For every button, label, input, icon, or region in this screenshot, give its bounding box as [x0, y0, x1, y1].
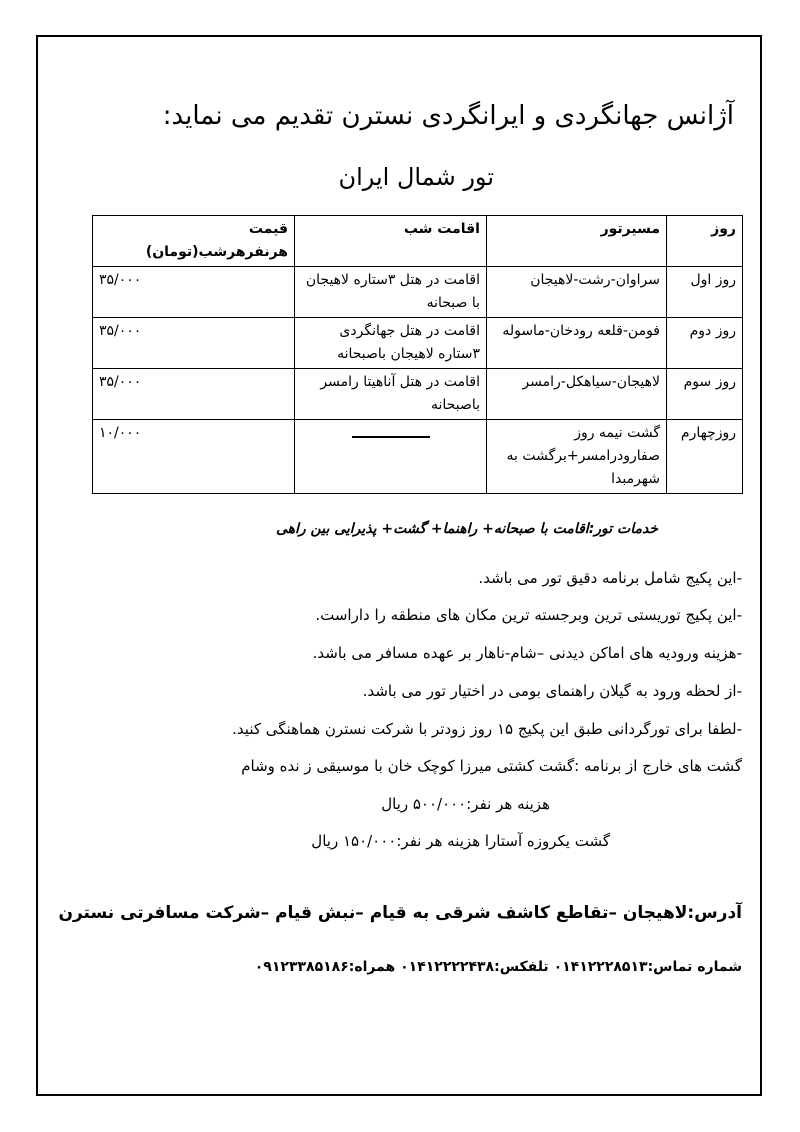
- cell-route: فومن-قلعه رودخان-ماسوله: [487, 318, 667, 369]
- note-item: -هزینه ورودیه های اماکن دیدنی –شام-ناهار بر عهده مسافر می باشد.: [312, 644, 742, 662]
- address: آدرس:لاهیجان –تقاطع کاشف شرقی به قیام –نبش قیام –شرکت مسافرتی نسترن: [58, 903, 742, 923]
- table-row: [93, 420, 743, 494]
- cell-route: لاهیجان-سیاهکل-رامسر: [487, 369, 667, 420]
- note-item: گشت های خارج از برنامه :گشت کشتی میرزا کوچک خان با موسیقی ز نده وشام: [241, 757, 742, 775]
- cost-line-2: گشت یکروزه آستارا هزینه هر نفر:۱۵۰/۰۰۰ ریال: [311, 832, 610, 850]
- agency-title: آژانس جهانگردی و ایرانگردی نسترن تقدیم می نماید:: [162, 101, 734, 131]
- cell-price: ۳۵/۰۰۰: [93, 267, 295, 318]
- cell-stay: اقامت در هتل جهانگردی ۳ستاره لاهیجان باصبحانه: [295, 318, 487, 369]
- header-day: روز: [667, 216, 743, 267]
- cell-price: ۱۰/۰۰۰: [93, 420, 295, 494]
- cell-price: ۳۵/۰۰۰: [93, 369, 295, 420]
- cell-day: روز سوم: [667, 369, 743, 420]
- cell-stay-empty: [295, 420, 487, 494]
- cell-stay: اقامت در هتل ۳ستاره لاهیجان با صبحانه: [295, 267, 487, 318]
- header-route: مسیرتور: [487, 216, 667, 267]
- cell-day: روزچهارم: [667, 420, 743, 494]
- contact-numbers: شماره تماس:۰۱۴۱۲۲۲۸۵۱۳ تلفکس:۰۱۴۱۲۲۲۲۴۳۸ همراه:۰۹۱۲۳۳۸۵۱۸۶: [254, 959, 742, 975]
- table-header-row: [93, 216, 743, 267]
- tour-title: تور شمال ایران: [338, 163, 494, 191]
- cost-line-1: هزینه هر نفر:۵۰۰/۰۰۰ ریال: [381, 795, 550, 813]
- tour-services: خدمات تور:اقامت با صبحانه+ راهنما+ گشت+ پذیرایی بین راهی: [275, 521, 658, 537]
- table-row: [93, 369, 743, 420]
- table-row: [93, 318, 743, 369]
- header-stay: اقامت شب: [295, 216, 487, 267]
- itinerary-table: [92, 215, 743, 494]
- dash-line: [352, 436, 430, 438]
- cell-stay: اقامت در هتل آناهیتا رامسر باصبحانه: [295, 369, 487, 420]
- cell-route: سراوان-رشت-لاهیجان: [487, 267, 667, 318]
- header-price-line1: قیمت: [248, 221, 288, 237]
- note-item: -از لحظه ورود به گیلان راهنمای بومی در اختیار تور می باشد.: [362, 682, 742, 700]
- note-item: -این پکیج شامل برنامه دقیق تور می باشد.: [478, 569, 742, 587]
- cell-day: روز اول: [667, 267, 743, 318]
- note-item: -لطفا برای تورگردانی طبق این پکیج ۱۵ روز زودتر با شرکت نسترن هماهنگی کنید.: [232, 720, 742, 738]
- header-price: [93, 216, 295, 267]
- cell-route: گشت نیمه روز صفارودرامسر+برگشت به شهرمبدا: [487, 420, 667, 494]
- header-price-line2: هرنفرهرشب(تومان): [145, 244, 288, 260]
- document-page: [36, 35, 762, 1096]
- cell-price: ۳۵/۰۰۰: [93, 318, 295, 369]
- cell-day: روز دوم: [667, 318, 743, 369]
- note-item: -این پکیج توریستی ترین وبرجسته ترین مکان های منطقه را داراست.: [315, 606, 742, 624]
- table-row: [93, 267, 743, 318]
